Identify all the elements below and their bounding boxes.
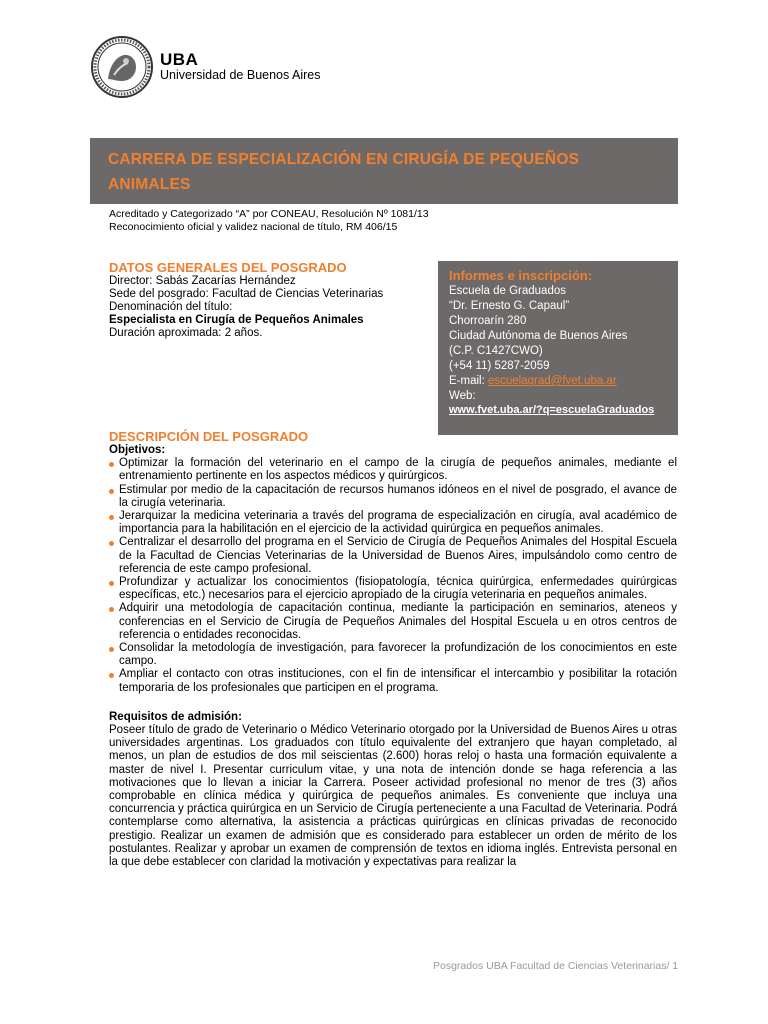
bullet-icon (109, 673, 114, 678)
descripcion-heading: DESCRIPCIÓN DEL POSGRADO (109, 429, 309, 444)
email-label: E-mail: (449, 375, 488, 387)
bullet-icon (109, 607, 114, 612)
informes-line-1: Escuela de Graduados (449, 285, 566, 297)
accreditation-text (109, 208, 669, 234)
informes-box (438, 261, 678, 435)
title-banner (90, 138, 678, 204)
university-short-name: UBA (160, 50, 199, 69)
accreditation-line-1: Acreditado y Categorizado “A” por CONEAU, Resolución Nº 1081/13 (109, 208, 429, 220)
bullet-icon (109, 647, 114, 652)
page-footer: Posgrados UBA Facultad de Ciencias Veterinarias/ 1 (433, 960, 679, 972)
bullet-icon (109, 489, 114, 494)
datos-generales-heading: DATOS GENERALES DEL POSGRADO (109, 260, 347, 275)
accreditation-line-2: Reconocimiento oficial y validez nacional de título, RM 406/15 (109, 221, 398, 233)
informes-line-5: (C.P. C1427CWO) (449, 345, 543, 357)
duracion-line: Duración aproximada: 2 años. (109, 327, 263, 339)
program-title-line-1: CARRERA DE ESPECIALIZACIÓN EN CIRUGÍA DE PEQUEÑOS (108, 151, 580, 168)
sede-line: Sede del posgrado: Facultad de Ciencias Veterinarias (109, 288, 384, 300)
list-item: Adquirir una metodología de capacitación continua, mediante la participación en seminarios, ateneos y conferencias en el Servicio de Cirugía de Pequeños Animales del Hospital Escuela u en otros centros de referencia o entidades reconocidas. (109, 602, 677, 642)
descripcion-body (109, 444, 677, 869)
objetivos-label: Objetivos: (109, 444, 166, 456)
list-item: Centralizar el desarrollo del programa en el Servicio de Cirugía de Pequeños Animales del Hospital Escuela de la Facultad de Ciencias Veterinarias de la Universidad de Buenos Aires, impulsándolo como centro de referencia de este campo profesional. (109, 536, 677, 576)
bullet-icon (109, 515, 114, 520)
list-item: Profundizar y actualizar los conocimientos (fisiopatología, técnica quirúrgica, enfermedades quirúrgicas específicas, etc.) necesarios para el ejercicio apropiado de la cirugía veterinaria en pequeños animales. (109, 576, 677, 602)
objetivos-list (109, 457, 677, 695)
program-title (108, 147, 660, 197)
list-item: Ampliar el contacto con otras instituciones, con el fin de intensificar el intercambio y posibilitar la rotación temporaria de los profesionales que participen en el programa. (109, 668, 677, 694)
email-row (449, 374, 678, 389)
web-link[interactable]: www.fvet.uba.ar/?q=escuelaGraduados (449, 404, 655, 416)
bullet-icon (109, 541, 114, 546)
informes-line-6: (+54 11) 5287-2059 (449, 360, 550, 372)
university-full-name: Universidad de Buenos Aires (160, 68, 321, 82)
denominacion-label: Denominación del título: (109, 301, 233, 313)
email-link[interactable]: escuelagrad@fvet.uba.ar (487, 375, 617, 387)
informes-line-3: Chorroarín 280 (449, 315, 527, 327)
requisitos-text: Poseer título de grado de Veterinario o Médico Veterinario otorgado por la Universidad de Buenos Aires u otras universidades argentinas. Los graduados con título equivalente del extranjero que hayan completado, al menos, un plan de estudios de dos mil seiscientas (2.600) horas reloj o hasta una formación equivalente a master de nivel I. Presentar curriculum vitae, y una nota de intención donde se haga referencia a las motivaciones que lo llevan a iniciar la Carrera. Poseer actividad profesional no menor de tres (3) años comprobable en clínica médica y quirúrgica de pequeños animales. Es conveniente que incluya una concurrencia y práctica quirúrgica en un Servicio de Cirugía perteneciente a una Facultad de Veterinaria. Podrá contemplarse como alternativa, la asistencia a prácticas quirúrgicas en clínicas privadas de reconocido prestigio. Realizar un examen de admisión que es considerado para establecer un orden de mérito de los postulantes. Realizar y aprobar un examen de comprensión de textos en idioma inglés. Entrevista personal en la que debe establecer con claridad la motivación y expectativas para realizar la (109, 724, 677, 869)
director-line: Director: Sabás Zacarías Hernández (109, 275, 296, 287)
list-item: Jerarquizar la medicina veterinaria a través del programa de especialización en cirugía, aval académico de importancia para la habilitación en el ejercicio de la actividad quirúrgica en pequeños animales. (109, 510, 677, 536)
bullet-icon (109, 581, 114, 586)
list-item: Optimizar la formación del veterinario en el campo de la cirugía de pequeños animales, mediante el entrenamiento pertinente en los aspectos médicos y quirúrgicos. (109, 457, 677, 483)
informes-heading: Informes e inscripción: (449, 268, 593, 283)
program-title-line-2: ANIMALES (108, 176, 191, 193)
uba-seal-icon (90, 35, 154, 99)
informes-line-4: Ciudad Autónoma de Buenos Aires (449, 330, 628, 342)
list-item: Consolidar la metodología de investigación, para favorecer la profundización de los conocimientos en este campo. (109, 642, 677, 668)
web-label: Web: (449, 390, 476, 402)
bullet-icon (109, 462, 114, 467)
datos-generales-body (109, 275, 429, 340)
list-item: Estimular por medio de la capacitación de recursos humanos idóneos en el nivel de posgrado, el avance de la cirugía veterinaria. (109, 484, 677, 510)
denominacion-value: Especialista en Cirugía de Pequeños Animales (109, 314, 364, 326)
informes-line-2: “Dr. Ernesto G. Capaul” (449, 300, 570, 312)
requisitos-label: Requisitos de admisión: (109, 710, 242, 723)
